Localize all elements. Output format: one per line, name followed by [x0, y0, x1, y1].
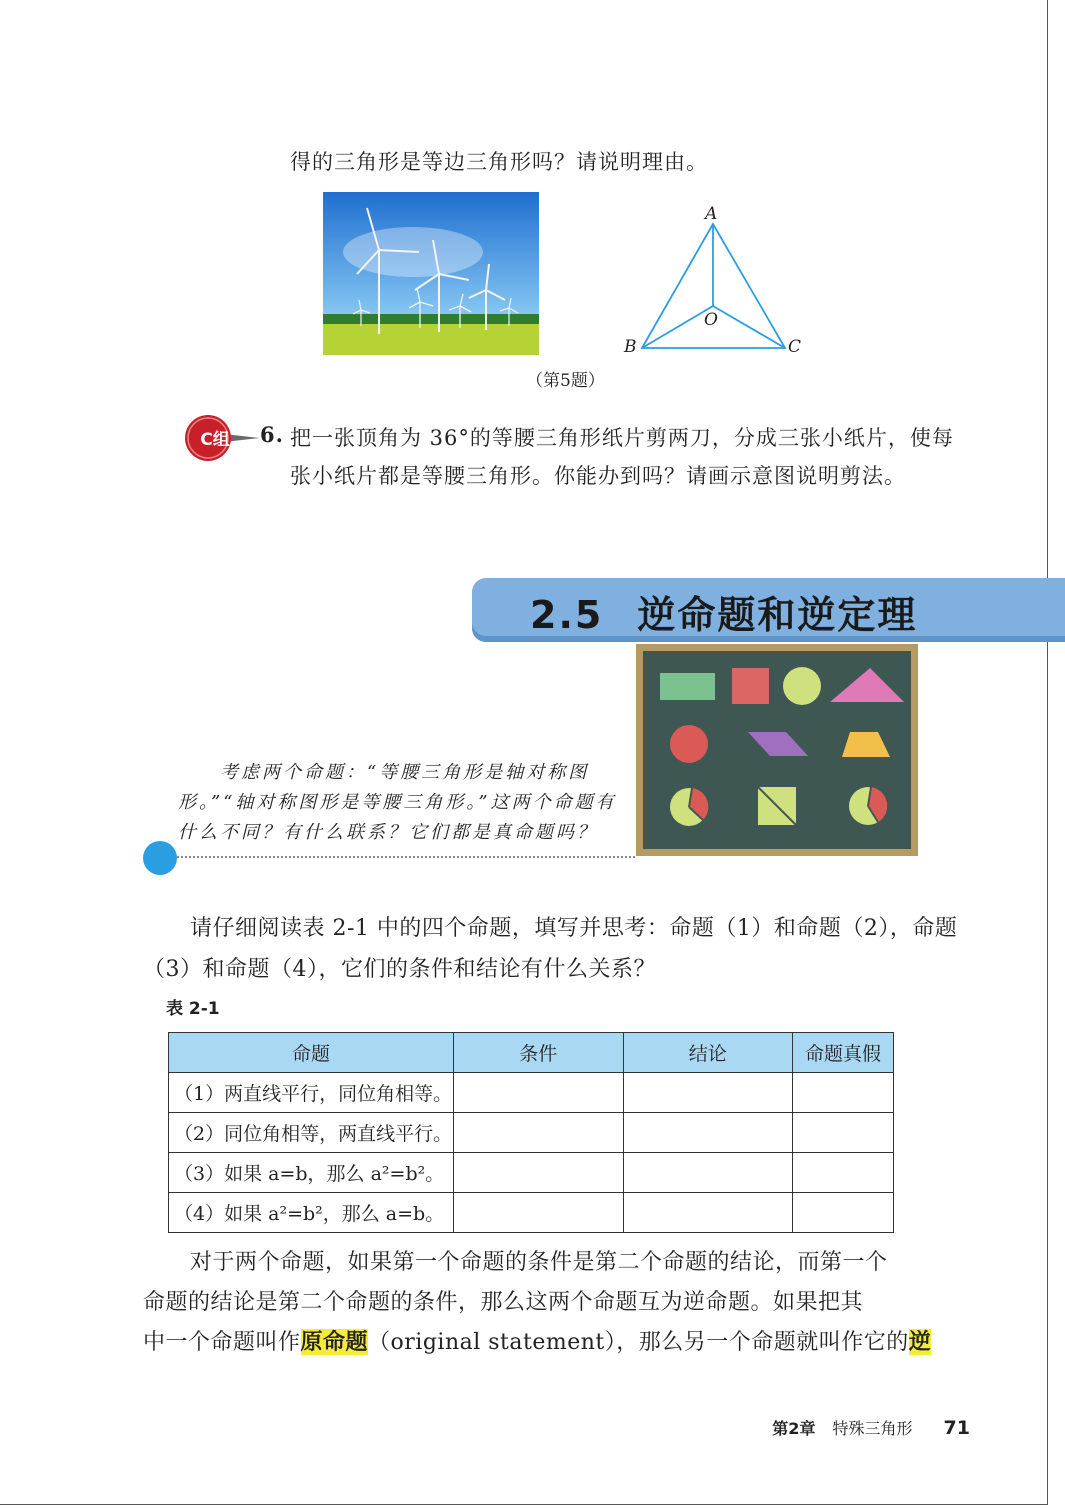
- term-original-statement: 原命题: [300, 1329, 369, 1355]
- table-row: [169, 1113, 894, 1153]
- triangle-figure: [620, 200, 810, 360]
- think-line-2: 形。”“轴对称图形是等腰三角形。”这两个命题有: [178, 792, 617, 813]
- condition-cell: [454, 1113, 623, 1153]
- page-number: 71: [943, 1417, 970, 1439]
- section-title: 逆命题和逆定理: [637, 593, 918, 637]
- footer-chapter: 第2章: [772, 1419, 816, 1438]
- condition-cell: [454, 1073, 623, 1113]
- header-proposition: 命题: [169, 1033, 454, 1073]
- propositions-table: [168, 1032, 894, 1233]
- proposition-cell: （1）两直线平行，同位角相等。: [169, 1073, 454, 1113]
- table-row: [169, 1193, 894, 1233]
- vertex-a: A: [705, 204, 718, 224]
- header-conclusion: 结论: [623, 1033, 792, 1073]
- table-row: [169, 1073, 894, 1113]
- footer-chapter-title: 特殊三角形: [832, 1419, 913, 1438]
- proposition-cell: （3）如果 a=b，那么 a²=b²。: [169, 1153, 454, 1193]
- truth-cell: [792, 1073, 893, 1113]
- para2-line-3-pre: 中一个命题叫作: [143, 1330, 301, 1355]
- figure-caption: （第5题）: [526, 371, 605, 391]
- table-header-row: [169, 1033, 894, 1073]
- vertex-c: C: [788, 337, 802, 357]
- header-condition: 条件: [454, 1033, 623, 1073]
- para2-line-2: 命题的结论是第二个命题的条件，那么这两个命题互为逆命题。如果把其: [143, 1290, 864, 1315]
- condition-cell: [454, 1153, 623, 1193]
- table-caption: 表 2-1: [166, 999, 220, 1019]
- think-line-3: 什么不同？有什么联系？它们都是真命题吗？: [178, 822, 598, 843]
- shapes-chalkboard: [636, 644, 918, 856]
- vertex-b: B: [624, 337, 637, 357]
- exercise-6-line-2: 张小纸片都是等腰三角形。你能办到吗？请画示意图说明剪法。: [290, 464, 906, 488]
- truth-cell: [792, 1113, 893, 1153]
- conclusion-cell: [623, 1073, 792, 1113]
- term-converse: 逆: [908, 1329, 932, 1355]
- truth-cell: [792, 1153, 893, 1193]
- para2-line-3: [143, 1325, 931, 1356]
- para2-line-1: 对于两个命题，如果第一个命题的条件是第二个命题的结论，而第一个: [190, 1250, 888, 1275]
- para1-line-2: （3）和命题（4），它们的条件和结论有什么关系？: [143, 957, 656, 982]
- section-number: 2.5: [530, 593, 604, 637]
- condition-cell: [454, 1193, 623, 1233]
- wind-turbine-photo: [323, 192, 539, 355]
- conclusion-cell: [623, 1113, 792, 1153]
- conclusion-cell: [623, 1193, 792, 1233]
- section-banner: [472, 578, 1065, 642]
- top-text: 得的三角形是等边三角形吗？请说明理由。: [290, 150, 708, 174]
- vertex-o: O: [704, 310, 718, 330]
- think-divider: [177, 856, 635, 858]
- conclusion-cell: [623, 1153, 792, 1193]
- c-group-label: C组: [200, 430, 230, 450]
- table-row: [169, 1153, 894, 1193]
- think-dot-icon: [143, 841, 177, 875]
- think-line-1: 考虑两个命题：“等腰三角形是轴对称图: [220, 762, 590, 783]
- proposition-cell: （4）如果 a²=b²，那么 a=b。: [169, 1193, 454, 1233]
- para2-line-3-mid: （original statement），那么另一个命题就叫作它的: [368, 1330, 909, 1355]
- para1-line-1: 请仔细阅读表 2-1 中的四个命题，填写并思考：命题（1）和命题（2），命题: [190, 916, 958, 941]
- header-truth: 命题真假: [792, 1033, 893, 1073]
- proposition-cell: （2）同位角相等，两直线平行。: [169, 1113, 454, 1153]
- truth-cell: [792, 1193, 893, 1233]
- page-footer: [772, 1416, 970, 1439]
- exercise-6-number: 6.: [260, 422, 284, 447]
- exercise-6-line-1: 把一张顶角为 36°的等腰三角形纸片剪两刀，分成三张小纸片，使每: [290, 426, 954, 450]
